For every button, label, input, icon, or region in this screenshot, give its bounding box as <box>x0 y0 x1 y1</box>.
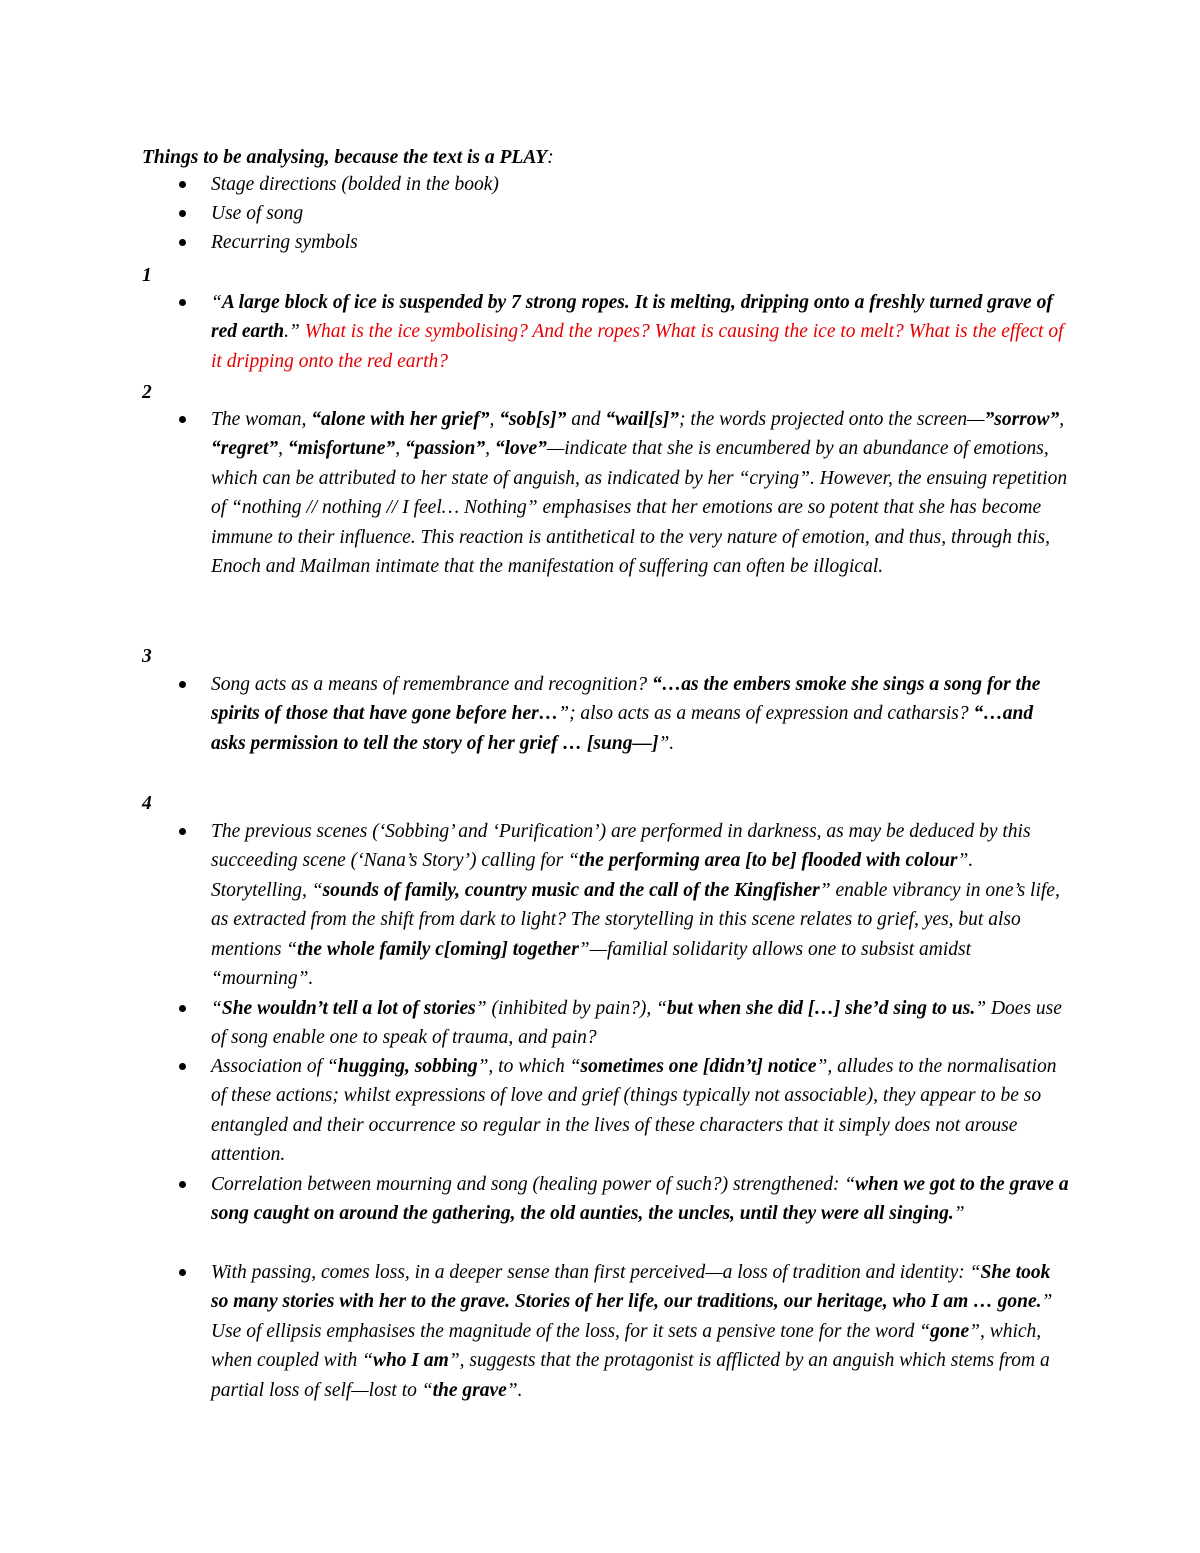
quoted-text: “…as the embers smoke she sings a song for the spirits of those that have gone before her… <box>211 674 1041 725</box>
section-2-bullet-1 <box>211 405 1071 581</box>
section-number-4: 4 <box>142 793 152 814</box>
intro-bullet-text: Stage directions (bolded in the book) <box>211 174 499 195</box>
intro-bullet-text: Use of song <box>211 203 304 224</box>
quoted-text: She wouldn’t tell a lot of stories <box>221 998 476 1019</box>
body-text: ”. Storytelling, “ <box>211 850 974 901</box>
body-text: ”, alludes to the normalisation of these actions; whilst expressions of love and grief (things typically not associable), they appear to be so entangled and their occurrence so regular in the lives of these characters that it simply does not arouse attention. <box>211 1056 1057 1166</box>
section-4-bullet-5 <box>211 1258 1071 1405</box>
body-text: “ <box>211 998 222 1019</box>
body-text: “ <box>211 292 222 313</box>
intro-bullet-stage-directions <box>211 170 1071 199</box>
body-text: , <box>278 438 288 460</box>
section-4-bullet-2 <box>211 994 1071 1053</box>
heading-text: Things to be analysing, because the text is a PLAY <box>142 147 548 168</box>
body-text: , <box>395 438 405 460</box>
quoted-text: sometimes one [didn’t] notice <box>580 1056 817 1077</box>
page-heading <box>142 143 554 172</box>
body-text: Correlation between mourning and song (healing power of such?) strengthened: “ <box>211 1174 856 1195</box>
quoted-text: “wail[s]” <box>605 409 680 430</box>
intro-bullet-use-of-song <box>211 199 1071 228</box>
section-number-3: 3 <box>142 646 152 667</box>
body-text: With passing, comes loss, in a deeper sense than first perceived—a loss of tradition and identity: “ <box>211 1262 981 1283</box>
quoted-text: “regret” <box>211 438 279 460</box>
body-text: , <box>489 409 500 430</box>
section-1-bullet-1 <box>211 288 1071 376</box>
intro-bullet-recurring-symbols <box>211 228 1071 257</box>
annotation-question: What is the ice symbolising? And the ropes? What is causing the ice to melt? What is the effect of it dripping onto the red earth? <box>211 321 1064 372</box>
body-text: ”. <box>506 1379 523 1401</box>
body-text: .” <box>284 321 305 343</box>
body-text: ”; also acts as a means of expression and catharsis? <box>558 703 974 725</box>
quoted-text: “alone with her grief” <box>311 409 490 430</box>
heading-colon: : <box>547 147 554 168</box>
quoted-text: “misfortune” <box>287 438 396 460</box>
body-text: ” (inhibited by pain?), “ <box>475 998 667 1019</box>
section-number-2: 2 <box>142 382 152 403</box>
quoted-text: who I am <box>372 1350 449 1372</box>
quoted-text: sounds of family, country music and the call of the Kingfisher <box>322 879 820 901</box>
body-text: Song acts as a means of remembrance and recognition? <box>211 674 653 695</box>
body-text: ”, which, when coupled with “ <box>211 1320 1042 1372</box>
section-number-1: 1 <box>142 265 152 286</box>
section-3-bullet-1 <box>211 670 1071 758</box>
quoted-text: when we got to the grave a song caught on around the gathering, the old aunties, the uncles, until they were all singing. <box>211 1174 1069 1225</box>
quoted-text: but when she did […] she’d sing to us. <box>666 998 976 1019</box>
quoted-text: the grave <box>432 1379 507 1401</box>
intro-bullet-text: Recurring symbols <box>211 232 358 253</box>
body-text: , <box>485 438 495 460</box>
quoted-text: “…and asks permission to tell the story of her grief … [sung—] <box>211 703 1034 754</box>
body-text: and <box>566 409 606 430</box>
body-text: ” <box>953 1203 965 1225</box>
quoted-text: “passion” <box>404 438 486 460</box>
quoted-text: the performing area [to be] flooded with colour <box>578 850 958 872</box>
quoted-text: A large block of ice is suspended by 7 strong ropes. It is melting, dripping onto a freshly turned grave of red earth <box>211 292 1053 343</box>
body-text: ”, suggests that the protagonist is afflicted by an anguish which stems from a partial loss of self—lost to “ <box>211 1350 1050 1401</box>
body-text: The woman, <box>211 409 312 430</box>
section-4-bullet-1 <box>211 817 1071 993</box>
body-text: ” enable vibrancy in one’s life, as extracted from the shift from dark to light? The storytelling in this scene relates to grief, yes, but also mentions “ <box>211 879 1060 960</box>
body-text: ” Use of ellipsis emphasises the magnitude of the loss, for it sets a pensive tone for the word “ <box>211 1291 1053 1342</box>
quoted-text: the whole family c[oming] together <box>297 938 579 960</box>
quoted-text: “love” <box>494 438 547 460</box>
body-text: —indicate that she is encumbered by an abundance of emotions, which can be attributed to her state of anguish, as indicated by her “crying”. However, the ensuing repetition of “nothing // nothing // I feel… Nothing” emphasises that her emotions are so potent that she has become immune to their influence. This reaction is antithetical to the very nature of emotion, and thus, through this, Enoch and Mailman intimate that the manifestation of suffering can often be illogical. <box>211 438 1068 578</box>
body-text: The previous scenes (‘Sobbing’ and ‘Purification’) are performed in darkness, as may be deduced by this succeeding scene (‘Nana’s Story’) calling for “ <box>211 821 1031 872</box>
quoted-text: “sob[s]” <box>499 409 567 430</box>
body-text: , <box>1059 409 1065 430</box>
quoted-text: ”sorrow” <box>984 409 1060 430</box>
body-text: ”, to which “ <box>477 1056 581 1077</box>
body-text: ”. <box>658 732 675 754</box>
quoted-text: hugging, sobbing <box>337 1056 478 1077</box>
body-text: ; the words projected onto the screen— <box>679 409 985 430</box>
quoted-text: She took so many stories with her to the grave. Stories of her life, our traditions, our heritage, who I am … gone. <box>211 1262 1051 1313</box>
body-text: ”—familial solidarity allows one to subsist amidst “mourning”. <box>211 938 972 990</box>
body-text: Association of “ <box>211 1056 338 1077</box>
body-text: ” Does use of song enable one to speak of trauma, and pain? <box>211 998 1062 1049</box>
section-4-bullet-4 <box>211 1170 1071 1229</box>
section-4-bullet-3 <box>211 1052 1071 1170</box>
quoted-text: gone <box>930 1320 970 1342</box>
